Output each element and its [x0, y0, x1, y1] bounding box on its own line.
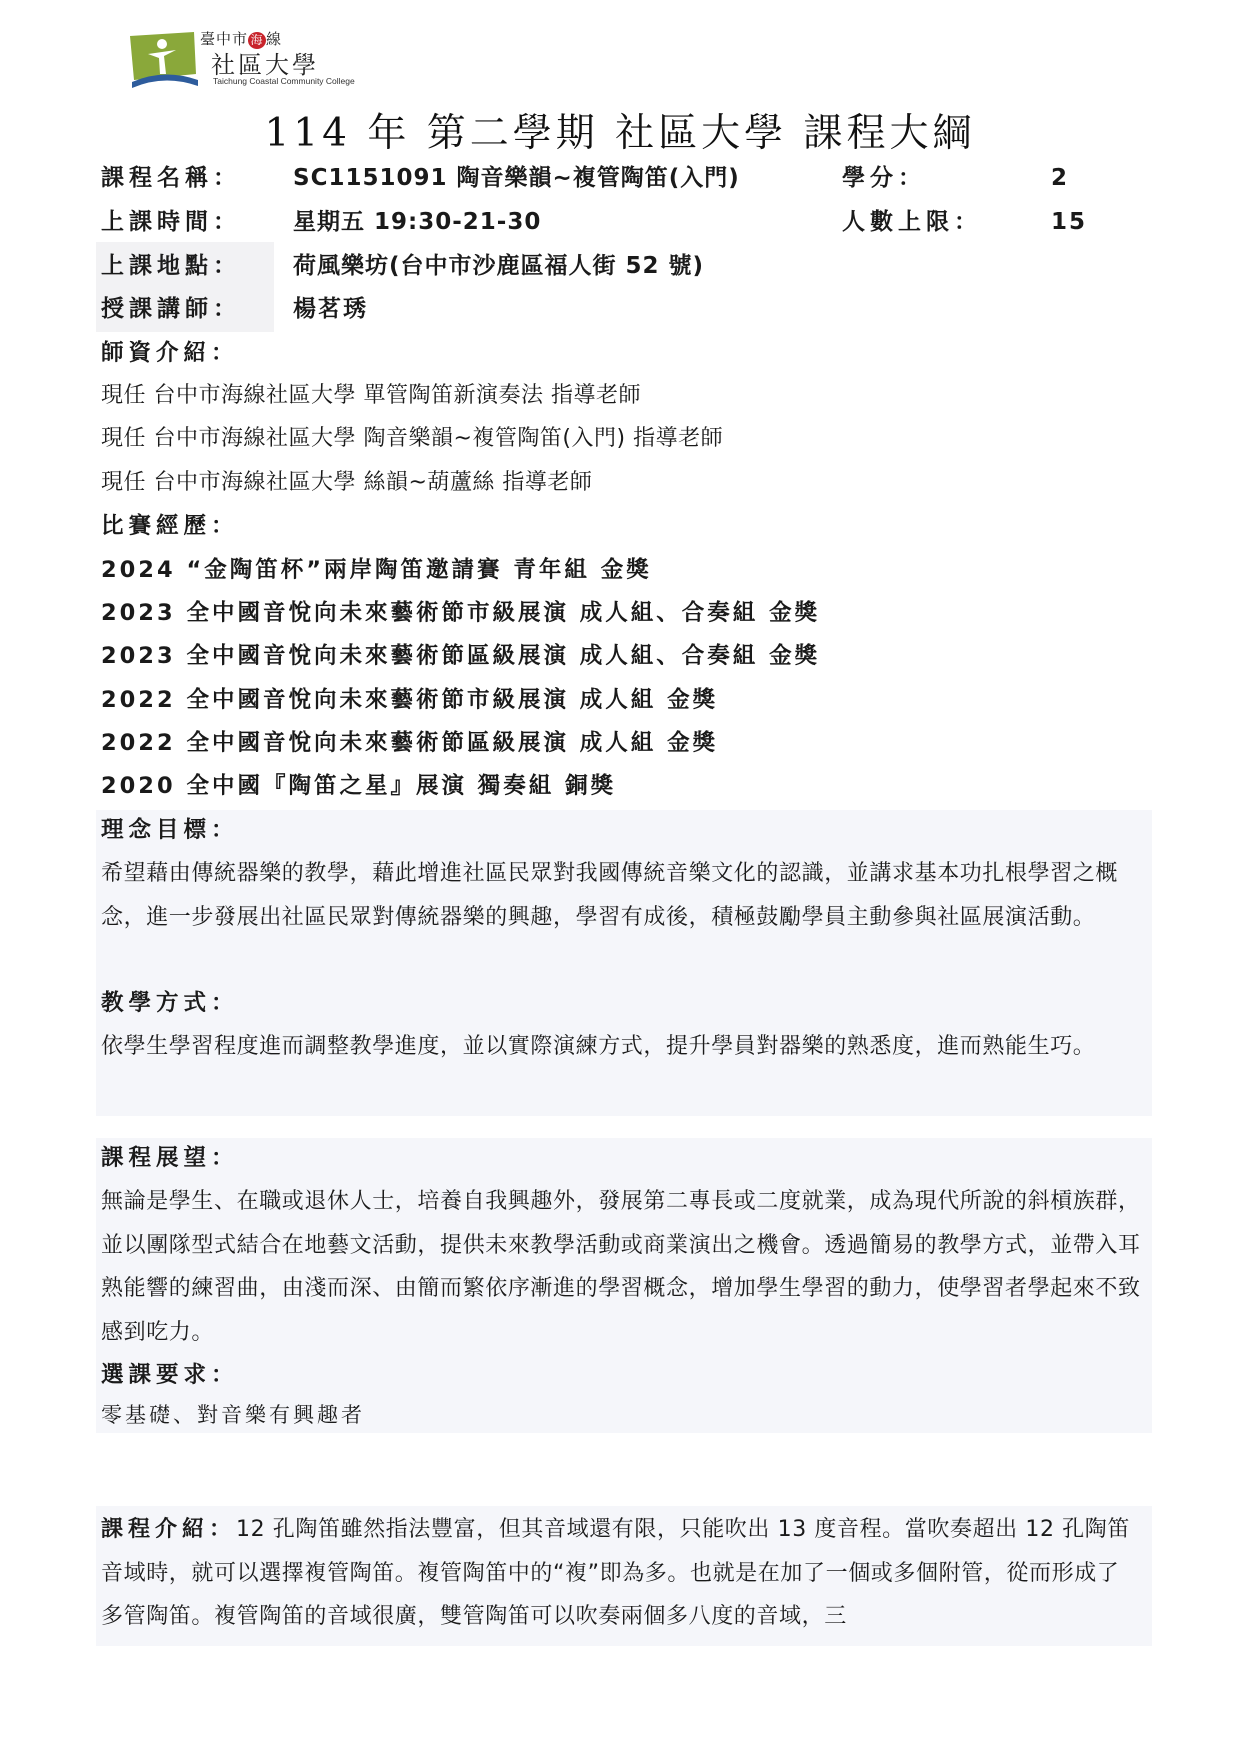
bio-item: 現任 台中市海線社區大學 單管陶笛新演奏法 指導老師	[101, 383, 641, 408]
intro-heading: 課程介紹：	[101, 1517, 237, 1542]
requirement-text: 零基礎、對音樂有興趣者	[101, 1403, 365, 1427]
bio-item: 現任 台中市海線社區大學 陶音樂韻~複管陶笛(入門) 指導老師	[101, 426, 724, 451]
credits-value: 2	[1051, 165, 1070, 191]
college-emblem-icon	[128, 28, 208, 90]
college-logo	[128, 28, 368, 90]
award-item: 2023 全中國音悅向未來藝術節區級展演 成人組、合奏組 金獎	[101, 643, 821, 669]
requirement-heading: 選課要求：	[101, 1362, 239, 1388]
course-name-label: 課程名稱：	[101, 165, 241, 191]
capacity-label: 人數上限：	[842, 209, 982, 235]
teacher-label: 授課講師：	[101, 296, 241, 322]
course-name-value: SC1151091 陶音樂韻~複管陶笛(入門)	[293, 165, 740, 191]
intro-text: 12 孔陶笛雖然指法豐富，但其音域還有限，只能吹出 13 度音程。當吹奏超出 12 孔陶笛音域時，就可以選擇複管陶笛。複管陶笛中的“複”即為多。也就是在加了一個或多個附管，從而形成了多管陶笛。複管陶笛的音域很廣，雙管陶笛可以吹奏兩個多八度的音域，三	[101, 1517, 1130, 1629]
intro-paragraph	[101, 1508, 1141, 1639]
philosophy-heading: 理念目標：	[101, 817, 239, 843]
award-item: 2023 全中國音悅向未來藝術節市級展演 成人組、合奏組 金獎	[101, 600, 821, 626]
method-heading: 教學方式：	[101, 990, 239, 1016]
page-title: 114 年 第二學期 社區大學 課程大綱	[264, 111, 976, 156]
teacher-value: 楊茗琇	[293, 296, 368, 322]
location-label: 上課地點：	[101, 253, 241, 279]
method-text: 依學生學習程度進而調整教學進度，並以實際演練方式，提升學員對器樂的熟悉度，進而熟能生巧。	[101, 1034, 1096, 1059]
award-item: 2024 “金陶笛杯”兩岸陶笛邀請賽 青年組 金獎	[101, 557, 652, 583]
logo-name-text: 社區大學	[211, 51, 319, 79]
logo-english-text: Taichung Coastal Community College	[213, 76, 355, 86]
outlook-heading: 課程展望：	[101, 1145, 239, 1171]
logo-city-text: 臺中市 海 線	[200, 30, 283, 48]
credits-label: 學分：	[842, 165, 926, 191]
award-item: 2020 全中國『陶笛之星』展演 獨奏組 銅獎	[101, 773, 617, 799]
award-item: 2022 全中國音悅向未來藝術節市級展演 成人組 金獎	[101, 687, 719, 713]
philosophy-text: 希望藉由傳統器樂的教學，藉此增進社區民眾對我國傳統音樂文化的認識，並講求基本功扎根學習之概念，進一步發展出社區民眾對傳統器樂的興趣，學習有成後，積極鼓勵學員主動參與社區展演活動。	[101, 861, 1119, 930]
time-value: 星期五 19:30-21-30	[293, 209, 542, 235]
outlook-text: 無論是學生、在職或退休人士，培養自我興趣外，發展第二專長或二度就業，成為現代所說的斜槓族群，並以團隊型式結合在地藝文活動，提供未來教學活動或商業演出之機會。透過簡易的教學方式，並帶入耳熟能響的練習曲，由淺而深、由簡而繁依序漸進的學習概念，增加學生學習的動力，使學習者學起來不致感到吃力。	[101, 1189, 1141, 1345]
bio-item: 現任 台中市海線社區大學 絲韻~葫蘆絲 指導老師	[101, 470, 593, 495]
capacity-value: 15	[1051, 209, 1088, 235]
bio-heading: 師資介紹：	[101, 340, 239, 366]
award-item: 2022 全中國音悅向未來藝術節區級展演 成人組 金獎	[101, 730, 719, 756]
time-label: 上課時間：	[101, 209, 241, 235]
awards-heading: 比賽經歷：	[101, 513, 239, 539]
location-value: 荷風樂坊(台中市沙鹿區福人街 52 號)	[293, 253, 705, 279]
